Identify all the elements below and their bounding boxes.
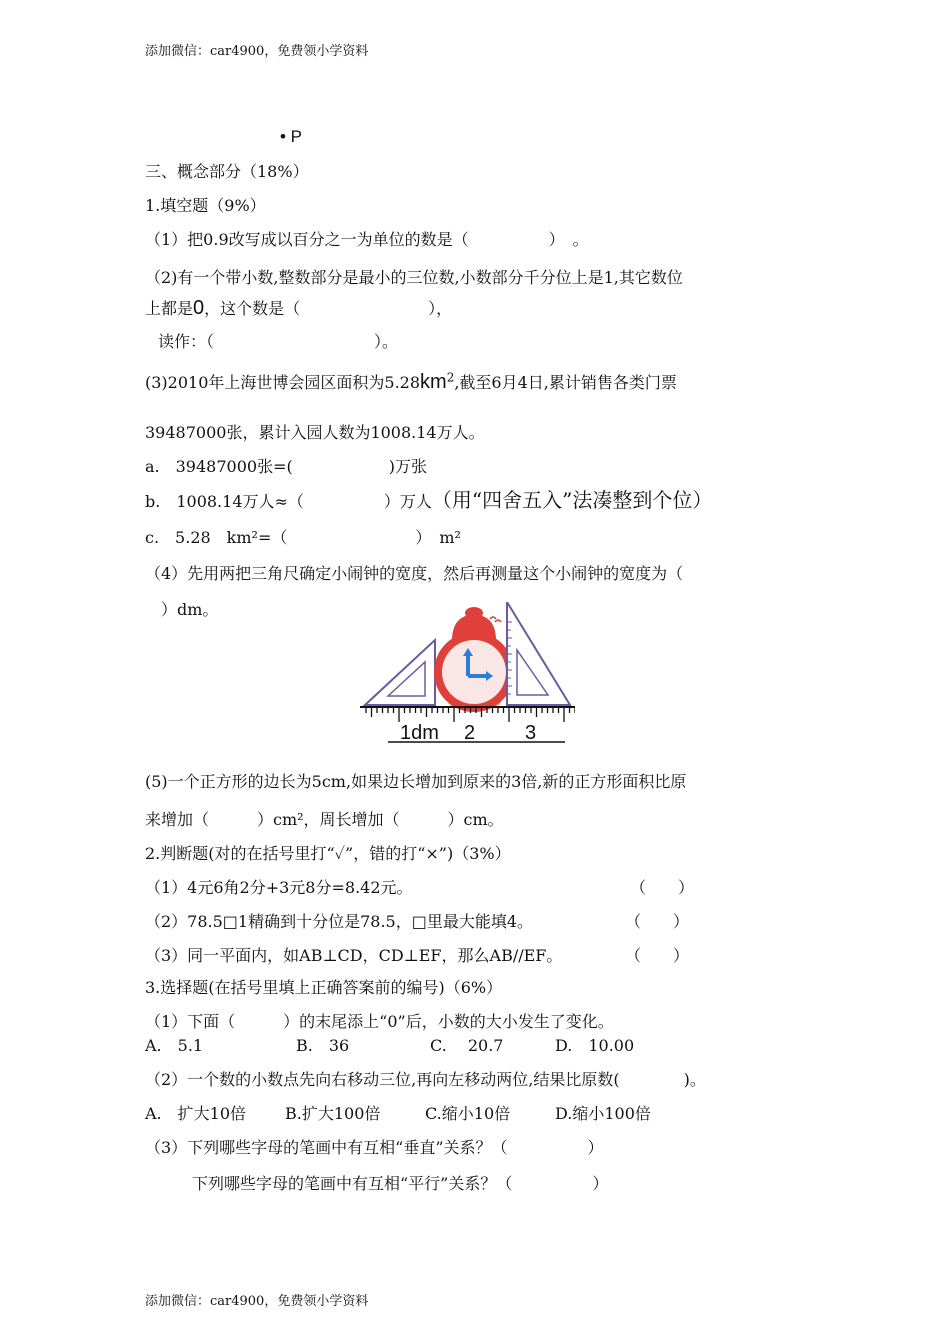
fill-q3-line1-b: ,截至6月4日,累计销售各类门票 (454, 373, 677, 392)
watermark-top: 添加微信：car4900，免费领小学资料 (145, 44, 369, 59)
fill-q2-line2-a: 上都是 (145, 299, 194, 318)
stray-mark: • P (280, 127, 303, 146)
choice-q2-option-c: C.缩小10倍 (425, 1104, 511, 1123)
fill-q3-b (145, 490, 712, 512)
fill-q3-b-a: b. 1008.14万人≈（ ）万人 (145, 492, 432, 511)
choice-q2-option-d: D.缩小100倍 (555, 1104, 651, 1123)
fill-q5-line2: 来增加（ ）cm²，周长增加（ ）cm。 (145, 810, 504, 829)
choice-q2-option-b: B.扩大100倍 (285, 1104, 381, 1123)
fill-q2-line1: （2)有一个带小数,整数部分是最小的三位数,小数部分千分位上是1,其它数位 (145, 268, 683, 287)
judge-bracket-3: （ ） (625, 946, 690, 965)
clock-ruler-figure (360, 602, 575, 747)
fill-q2-line2 (145, 298, 452, 319)
fill-q2-line3: 读作：（ ）。 (158, 332, 399, 351)
choice-q1-option-a: A. 5.1 (145, 1036, 204, 1055)
choice-q1-option-b: B. 36 (296, 1036, 350, 1055)
right-set-square (507, 602, 570, 705)
choice-q3-a: （3）下列哪些字母的笔画中有互相“垂直”关系？（ ） (145, 1138, 604, 1157)
choice-q2: （2）一个数的小数点先向右移动三位,再向左移动两位,结果比原数( )。 (145, 1070, 706, 1089)
fill-q5-line1: (5)一个正方形的边长为5cm,如果边长增加到原来的3倍,新的正方形面积比原 (145, 772, 687, 791)
choice-q3-b: 下列哪些字母的笔画中有互相“平行”关系？（ ） (192, 1174, 609, 1193)
judge-item-3: （3）同一平面内，如AB⊥CD，CD⊥EF，那么AB//EF。 (145, 946, 563, 965)
fill-q4-line1: （4）先用两把三角尺确定小闹钟的宽度，然后再测量这个小闹钟的宽度为（ (145, 564, 684, 583)
judge-title: 2.判断题(对的在括号里打“✓”，错的打“×”)（3%） (145, 844, 511, 863)
fill-title: 1.填空题（9%） (145, 196, 266, 215)
left-set-square (365, 640, 435, 705)
judge-item-1: （1）4元6角2分+3元8分=8.42元。 (145, 878, 413, 897)
choice-q1: （1）下面（ ）的末尾添上“0”后，小数的大小发生了变化。 (145, 1012, 614, 1031)
fill-q1: （1）把0.9改写成以百分之一为单位的数是（ ） 。 (145, 230, 589, 249)
fill-q3-c: c. 5.28 km²=（ ） m² (145, 528, 461, 547)
fill-q2-line2-b: ，这个数是（ ）， (204, 299, 453, 318)
fill-q3-km: km (420, 371, 447, 393)
judge-bracket-1: （ ） (630, 878, 695, 897)
fill-q3-line2: 39487000张，累计入园人数为1008.14万人。 (145, 423, 485, 442)
choice-q1-option-c: C. 20.7 (430, 1036, 504, 1055)
section-title: 三、概念部分（18%） (145, 162, 309, 181)
choice-q2-option-a: A. 扩大10倍 (145, 1104, 247, 1123)
judge-bracket-2: （ ） (625, 912, 690, 931)
choice-title: 3.选择题(在括号里填上正确答案前的编号)（6%） (145, 978, 503, 997)
choice-q1-option-d: D. 10.00 (555, 1036, 635, 1055)
fill-q3-sup: 2 (446, 370, 455, 385)
fill-q3-line1 (145, 372, 677, 393)
fill-q4-line2: ）dm。 (145, 600, 219, 619)
ruler-label-3: 3 (525, 722, 537, 744)
fill-q2-zero: 0 (193, 297, 205, 319)
watermark-bottom: 添加微信：car4900，免费领小学资料 (145, 1294, 369, 1309)
judge-item-2: （2）78.5□1精确到十分位是78.5，□里最大能填4。 (145, 912, 534, 931)
ruler-label-1dm: 1dm (400, 722, 439, 744)
fill-q3-a: a. 39487000张=( )万张 (145, 457, 427, 476)
fill-q3-b-b: （用“四舍五入”法凑整到个位） (431, 488, 713, 512)
ruler-label-2: 2 (464, 722, 476, 744)
alarm-clock-icon (434, 607, 514, 712)
fill-q3-line1-a: (3)2010年上海世博会园区面积为5.28 (145, 373, 421, 392)
